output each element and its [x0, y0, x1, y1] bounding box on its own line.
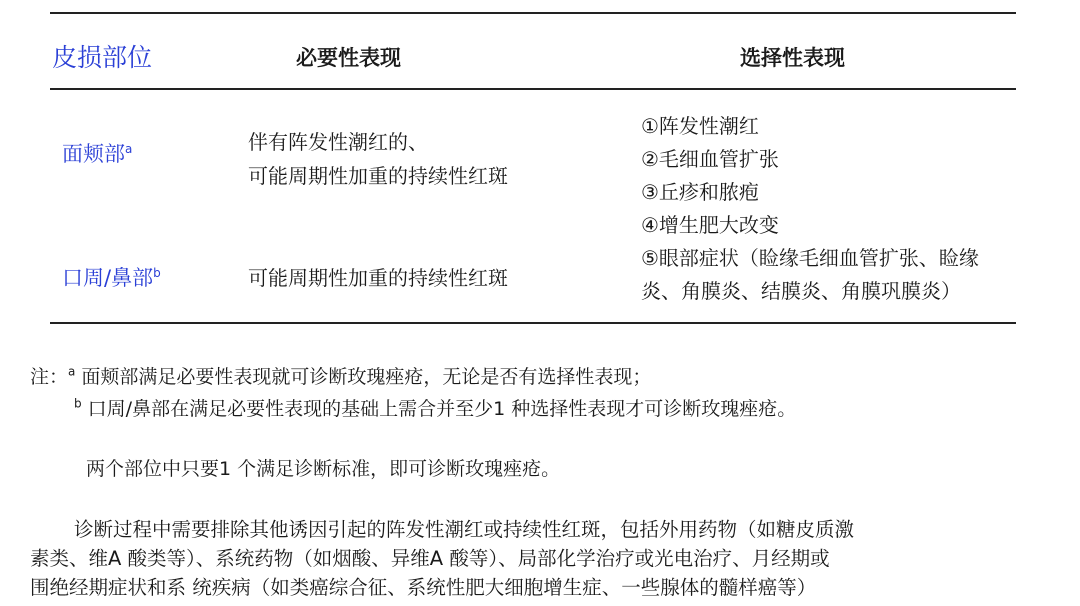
table-header-rule: [50, 88, 1016, 90]
note-prefix: 注：: [30, 366, 69, 388]
optional-item-2: ②毛细血管扩张: [641, 147, 779, 171]
exclusion-line-1: 诊断过程中需要排除其他诱因引起的阵发性潮红或持续性红斑，包括外用药物（如糖皮质激: [74, 518, 855, 541]
region-perioral-nose: [62, 262, 161, 292]
table-top-rule: [50, 12, 1016, 14]
note-b-sup: b: [74, 396, 82, 411]
region-perioral-nose-label: 口周/鼻部: [62, 266, 154, 290]
summary-text: 两个部位中只要1 个满足诊断标准，即可诊断玫瑰痤疮。: [86, 458, 561, 480]
header-required: 必要性表现: [296, 46, 401, 70]
optional-item-5-cont: 炎、角膜炎、结膜炎、角膜巩膜炎）: [641, 279, 961, 303]
header-optional: 选择性表现: [740, 46, 845, 70]
optional-item-5: ⑤眼部症状（睑缘毛细血管扩张、睑缘: [641, 246, 979, 270]
note-a-text: 面颊部满足必要性表现就可诊断玫瑰痤疮，无论是否有选择性表现；: [75, 366, 652, 388]
required-cheeks-line-2: 可能周期性加重的持续性红斑: [248, 164, 508, 188]
header-lesion-site: 皮损部位: [52, 43, 153, 72]
optional-item-3: ③丘疹和脓疱: [641, 180, 759, 204]
region-perioral-nose-sup: b: [153, 266, 161, 280]
note-a: [30, 362, 651, 389]
optional-item-4: ④增生肥大改变: [641, 213, 779, 237]
note-b: [74, 394, 796, 421]
table-bottom-rule: [50, 322, 1016, 324]
note-b-text: 口周/鼻部在满足必要性表现的基础上需合并至少1 种选择性表现才可诊断玫瑰痤疮。: [81, 398, 797, 420]
required-cheeks-line-1: 伴有阵发性潮红的、: [248, 130, 428, 154]
note-a-sup: a: [68, 364, 76, 379]
exclusion-line-3: 围绝经期症状和系 统疾病（如类癌综合征、系统性肥大细胞增生症、一些腺体的髓样癌等）: [30, 576, 817, 599]
region-cheeks-sup: a: [125, 142, 133, 156]
optional-item-1: ①阵发性潮红: [641, 114, 759, 138]
region-cheeks-label: 面颊部: [62, 142, 125, 166]
exclusion-line-2: 素类、维A 酸类等）、系统药物（如烟酸、异维A 酸等）、局部化学治疗或光电治疗、月经期或: [30, 547, 830, 570]
required-perioral-line-1: 可能周期性加重的持续性红斑: [248, 266, 508, 290]
region-cheeks: [62, 138, 132, 168]
